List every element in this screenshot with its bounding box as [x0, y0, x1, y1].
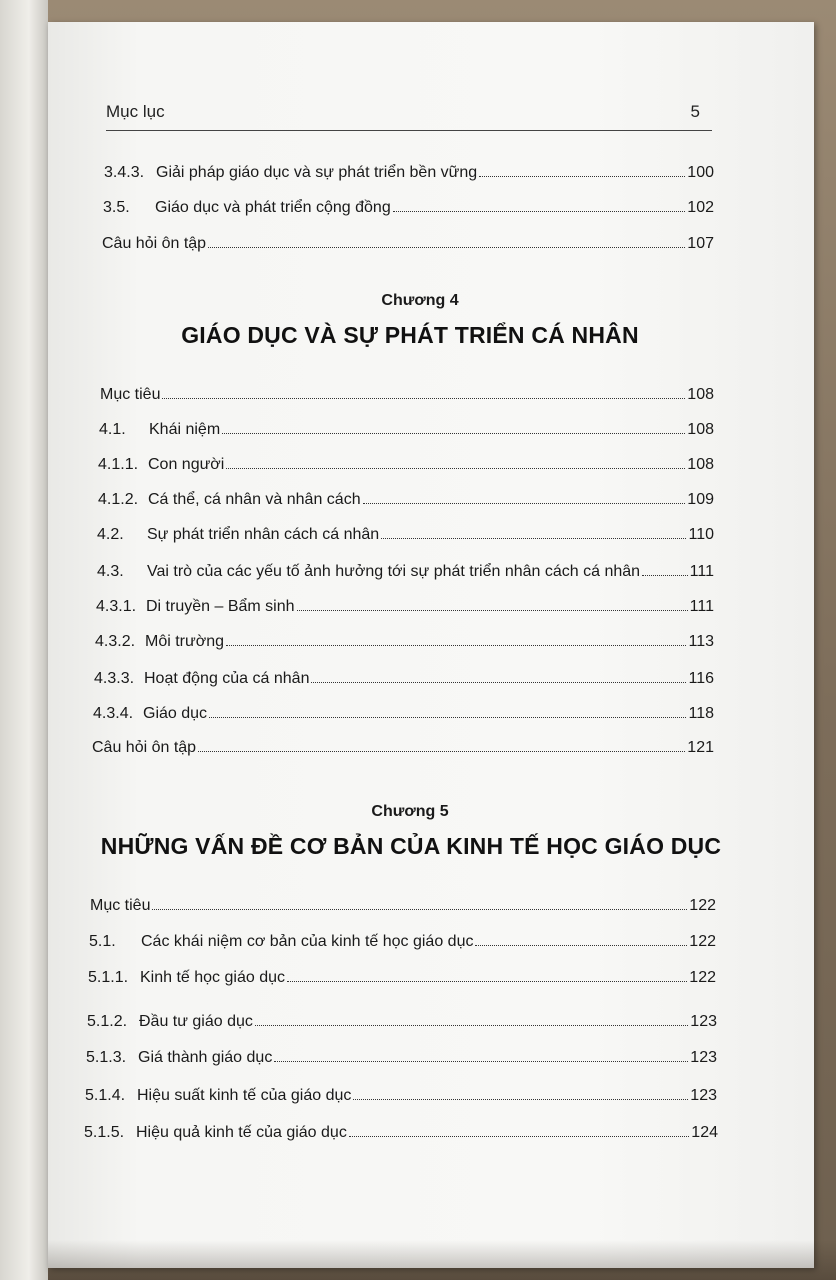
toc-entry-title: Hiệu suất kinh tế của giáo dục [137, 1086, 352, 1104]
toc-entry-title: Câu hỏi ôn tập [102, 234, 207, 252]
toc-entry-number: 3.5. [103, 198, 130, 216]
toc-entry-title: Câu hỏi ôn tập [92, 738, 197, 756]
toc-leader-dots [363, 490, 686, 504]
toc-entry [96, 597, 714, 616]
toc-entry-title: Hiệu quả kinh tế của giáo dục [136, 1123, 347, 1141]
toc-leader-dots [393, 198, 686, 212]
toc-entry-number: 5.1.4. [85, 1086, 126, 1104]
toc-entry-title: Mục tiêu [100, 385, 161, 403]
toc-entry-title: Hoạt động của cá nhân [144, 669, 310, 687]
toc-entry [100, 385, 714, 404]
header-section-title: Mục lục [106, 102, 165, 121]
toc-leader-dots [198, 738, 685, 752]
toc-entry [97, 562, 714, 581]
toc-entry [103, 198, 714, 217]
running-header [106, 100, 712, 131]
toc-entry-page: 123 [690, 1012, 717, 1030]
toc-entry-page: 122 [689, 932, 716, 950]
toc-entry-number: 5.1. [89, 932, 116, 950]
toc-leader-dots [226, 632, 686, 646]
toc-entry-page: 108 [687, 455, 714, 473]
toc-entry [102, 234, 714, 253]
toc-entry-page: 107 [687, 234, 714, 252]
toc-entry-number: 5.1.3. [86, 1048, 127, 1066]
toc-entry-title: Các khái niệm cơ bản của kinh tế học giáo dục [141, 932, 474, 950]
toc-entry-title: Giải pháp giáo dục và sự phát triển bền vững [156, 163, 478, 181]
toc-entry [92, 738, 714, 757]
toc-entry-page: 118 [688, 704, 714, 722]
toc-entry [85, 1086, 717, 1105]
toc-leader-dots [226, 455, 685, 469]
facing-page-edge [0, 0, 48, 1280]
toc-entry [86, 1048, 717, 1067]
toc-entry-title: Con người [148, 455, 225, 473]
toc-leader-dots [209, 704, 686, 718]
toc-entry-number: 3.4.3. [104, 163, 145, 181]
toc-entry [93, 704, 714, 723]
toc-leader-dots [353, 1086, 688, 1100]
toc-entry-page: 123 [690, 1086, 717, 1104]
toc-entry-page: 124 [691, 1123, 718, 1141]
toc-entry-title: Di truyền – Bẩm sinh [146, 597, 295, 615]
toc-entry [84, 1123, 718, 1142]
toc-entry-title: Giáo dục [143, 704, 208, 722]
toc-leader-dots [311, 669, 686, 683]
toc-entry-page: 113 [688, 632, 714, 650]
page-shadow [48, 1240, 836, 1280]
toc-leader-dots [287, 968, 687, 982]
toc-leader-dots [152, 896, 687, 910]
toc-entry-page: 108 [687, 420, 714, 438]
toc-entry [95, 632, 714, 651]
toc-entry-page: 123 [690, 1048, 717, 1066]
toc-entry [89, 932, 716, 951]
toc-entry-title: Kinh tế học giáo dục [140, 968, 285, 986]
chapter-title: GIÁO DỤC VÀ SỰ PHÁT TRIỂN CÁ NHÂN [181, 322, 639, 348]
toc-entry-title: Giá thành giáo dục [138, 1048, 273, 1066]
toc-entry-page: 111 [689, 597, 714, 615]
toc-entry-title: Vai trò của các yếu tố ảnh hưởng tới sự phát triển nhân cách cá nhân [147, 562, 641, 580]
toc-entry-page: 109 [687, 490, 714, 508]
toc-entry [87, 1012, 717, 1031]
toc-entry-number: 4.3.4. [93, 704, 134, 722]
toc-leader-dots [222, 420, 685, 434]
toc-entry [104, 163, 714, 182]
toc-entry [98, 490, 714, 509]
chapter-label: Chương 5 [371, 803, 449, 820]
toc-leader-dots [274, 1048, 688, 1062]
toc-entry-title: Đầu tư giáo dục [139, 1012, 253, 1030]
toc-leader-dots [255, 1012, 688, 1026]
toc-leader-dots [349, 1123, 689, 1137]
toc-leader-dots [381, 525, 686, 539]
toc-entry-page: 111 [689, 562, 714, 580]
toc-entry-title: Khái niệm [149, 420, 221, 438]
header-page-number: 5 [690, 102, 700, 121]
toc-entry-number: 5.1.5. [84, 1123, 125, 1141]
toc-entry-page: 122 [689, 896, 716, 914]
toc-entry-page: 100 [687, 163, 714, 181]
toc-entry-title: Mục tiêu [90, 896, 151, 914]
toc-entry-page: 122 [689, 968, 716, 986]
toc-entry-number: 5.1.1. [88, 968, 129, 986]
toc-entry-number: 4.3.1. [96, 597, 137, 615]
toc-entry-number: 4.3. [97, 562, 124, 580]
toc-entry [97, 525, 714, 544]
toc-entry-page: 121 [687, 738, 714, 756]
toc-entry-title: Sự phát triển nhân cách cá nhân [147, 525, 380, 543]
toc-entry-title: Cá thể, cá nhân và nhân cách [148, 490, 361, 508]
toc-entry [88, 968, 716, 987]
toc-entry-number: 4.3.2. [95, 632, 136, 650]
toc-entry-number: 4.1.1. [98, 455, 139, 473]
toc-entry-page: 102 [687, 198, 714, 216]
toc-leader-dots [208, 234, 685, 248]
toc-entry-number: 5.1.2. [87, 1012, 128, 1030]
toc-entry-title: Môi trường [145, 632, 224, 650]
chapter-label: Chương 4 [381, 292, 459, 309]
toc-leader-dots [162, 385, 685, 399]
chapter-title: NHỮNG VẤN ĐỀ CƠ BẢN CỦA KINH TẾ HỌC GIÁO DỤC [100, 833, 722, 859]
toc-entry [98, 455, 714, 474]
toc-entry-page: 108 [687, 385, 714, 403]
toc-leader-dots [297, 597, 688, 611]
toc-entry-page: 116 [688, 669, 714, 687]
toc-leader-dots [475, 932, 687, 946]
toc-entry [90, 896, 716, 915]
toc-entry-title: Giáo dục và phát triển cộng đồng [155, 198, 391, 216]
toc-entry-number: 4.2. [97, 525, 124, 543]
toc-leader-dots [479, 163, 685, 177]
toc-entry-number: 4.1.2. [98, 490, 139, 508]
toc-entry [99, 420, 714, 439]
toc-entry-number: 4.1. [99, 420, 126, 438]
toc-entry [94, 669, 714, 688]
toc-leader-dots [642, 562, 688, 576]
toc-entry-number: 4.3.3. [94, 669, 135, 687]
toc-entry-page: 110 [688, 525, 714, 543]
